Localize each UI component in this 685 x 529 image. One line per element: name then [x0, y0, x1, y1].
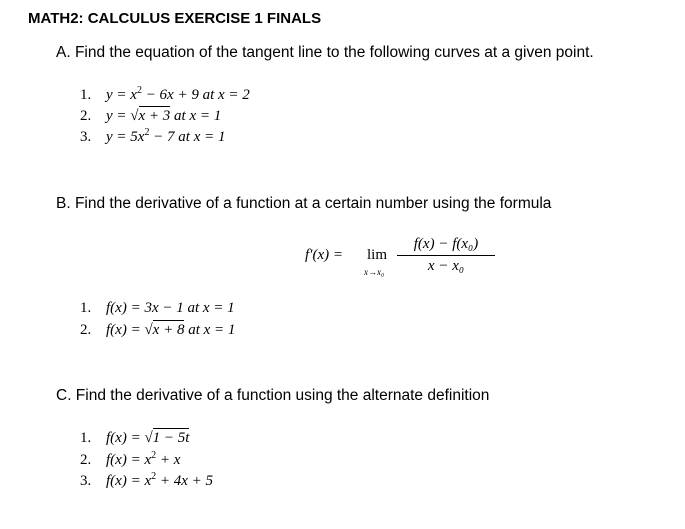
- expression: f(x) =: [106, 430, 145, 446]
- square-root: [144, 430, 189, 447]
- expression: y = x: [106, 87, 137, 103]
- item-number: 3.: [80, 129, 92, 145]
- expression-tail: − 7 at x = 1: [149, 129, 226, 145]
- item-number: 2.: [80, 452, 92, 468]
- exponent: 2: [151, 450, 157, 461]
- radicand: x + 8: [152, 322, 185, 338]
- square-root: [144, 322, 184, 339]
- problem-c1: [80, 430, 189, 447]
- expression: f(x) = 3x − 1 at x = 1: [106, 300, 235, 316]
- section-c-heading: C. Find the derivative of a function using the alternate definition: [56, 387, 490, 404]
- expression-tail: at x = 1: [184, 322, 236, 338]
- page-title: MATH2: CALCULUS EXERCISE 1 FINALS: [28, 10, 322, 27]
- exponent: 2: [144, 127, 150, 138]
- limit-operator: lim: [367, 247, 388, 263]
- item-number: 2.: [80, 322, 92, 338]
- item-number: 2.: [80, 108, 92, 124]
- expression-tail: − 6x + 9 at x = 2: [141, 87, 250, 103]
- expression-tail: + x: [156, 452, 181, 468]
- problem-a1: [80, 87, 250, 104]
- expression-tail: at x = 1: [170, 108, 222, 124]
- radical-sign-icon: √: [144, 430, 153, 446]
- expression: y = 5x: [106, 129, 145, 145]
- square-root: [130, 108, 170, 125]
- exponent: 2: [136, 85, 142, 96]
- item-number: 1.: [80, 300, 92, 316]
- problem-c2: [80, 452, 180, 469]
- section-b-heading: B. Find the derivative of a function at a certain number using the formula: [56, 195, 552, 212]
- exponent: 2: [151, 471, 157, 482]
- expression: y =: [106, 108, 131, 124]
- problem-b2: [80, 322, 235, 339]
- item-number: 1.: [80, 87, 92, 103]
- item-number: 3.: [80, 473, 92, 489]
- item-number: 1.: [80, 430, 92, 446]
- problem-a3: [80, 129, 226, 146]
- radical-sign-icon: √: [130, 108, 139, 124]
- problem-b1: [80, 300, 235, 317]
- expression: f(x) = x: [106, 452, 152, 468]
- limit-subscript: x→x₀: [364, 267, 385, 277]
- radicand: 1 − 5t: [152, 430, 190, 446]
- expression: f(x) =: [106, 322, 145, 338]
- problem-a2: [80, 108, 221, 125]
- section-a-heading: A. Find the equation of the tangent line to the following curves at a given point.: [56, 44, 594, 61]
- formula-lhs: f′(x) =: [305, 247, 343, 263]
- expression: f(x) = x: [106, 473, 152, 489]
- fraction-bar: [397, 255, 495, 256]
- formula-numerator: f(x) − f(x₀): [413, 236, 479, 252]
- difference-quotient: [397, 236, 495, 275]
- expression-tail: + 4x + 5: [156, 473, 214, 489]
- radical-sign-icon: √: [144, 322, 153, 338]
- radicand: x + 3: [138, 108, 171, 124]
- problem-c3: [80, 473, 213, 490]
- formula-denominator: x − x₀: [427, 258, 465, 274]
